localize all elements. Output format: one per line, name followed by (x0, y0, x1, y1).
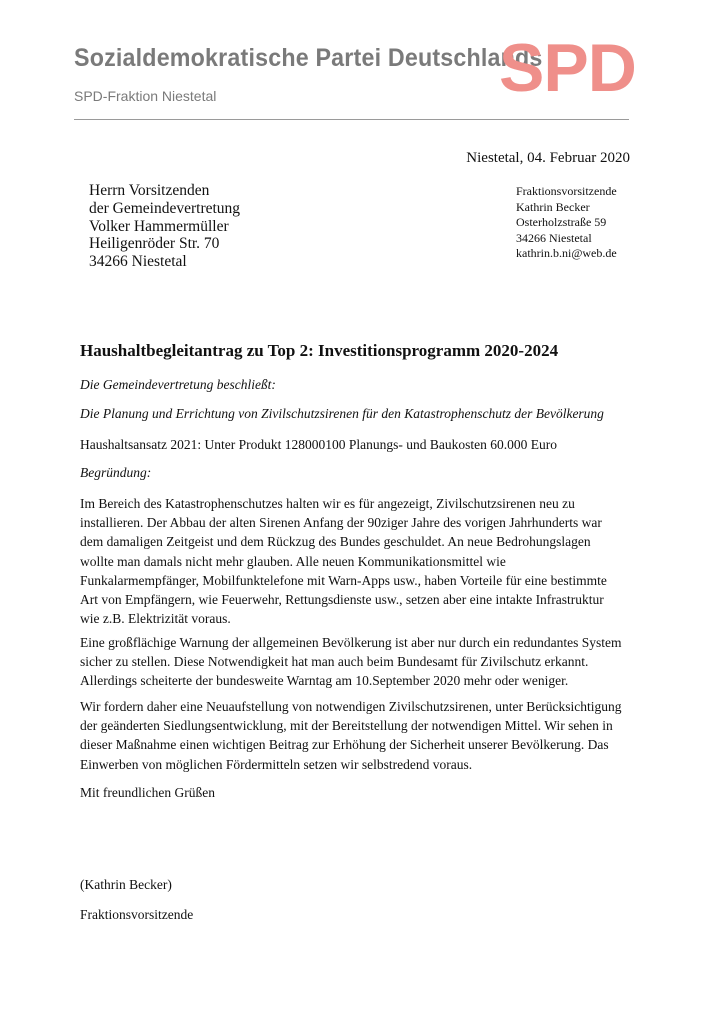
recipient-line: Herrn Vorsitzenden (89, 182, 210, 199)
letter-title: Haushaltbegleitantrag zu Top 2: Investitionsprogramm 2020-2024 (80, 341, 559, 360)
paragraph-line: wie z.B. Elektrizität voraus. (80, 611, 231, 627)
recipient-address (89, 182, 240, 271)
signature-title: Fraktionsvorsitzende (80, 907, 194, 922)
recipient-line: Heiligenröder Str. 70 (89, 235, 220, 253)
budget-line: Haushaltsansatz 2021: Unter Produkt 128000100 Planungs- und Baukosten 60.000 Euro (80, 437, 557, 452)
paragraph (80, 697, 640, 774)
recipient-line: der Gemeindevertretung (89, 199, 241, 217)
faction-name: SPD-Fraktion Niestetal (74, 88, 217, 104)
paragraph-line: Funkalarmempfänger, Mobilfunktelefone mit Warn-Apps usw., haben Vorteile für eine bestimmte (80, 572, 607, 588)
header-divider (74, 119, 629, 120)
paragraph-line: Einwerben von möglichen Fördermitteln setzen wir selbstredend voraus. (80, 756, 473, 772)
signature-name: (Kathrin Becker) (80, 877, 172, 892)
paragraph-line: installieren. Der Abbau der alten Sirenen Anfang der 90ziger Jahre des vorigen Jahrhunderts war (80, 515, 602, 531)
paragraph-line: Im Bereich des Katastrophenschutzes halten wir es für angezeigt, Zivilschutzsirenen neu zu (80, 496, 575, 511)
paragraph-line: dieser Maßnahme einen wichtigen Beitrag zur Erhöhung der Sicherheit unserer Bevölkerung. Das (80, 737, 609, 753)
paragraph (80, 633, 640, 691)
sender-email: kathrin.b.ni@web.de (516, 246, 617, 260)
letter-date: Niestetal, 04. Februar 2020 (466, 150, 630, 166)
paragraph-line: Eine großflächige Warnung der allgemeinen Bevölkerung ist aber nur durch ein redundantes System (80, 635, 622, 650)
paragraph-line: dem damaligen Zeitgeist und dem Rückzug des Bundes geschuldet. An neue Bedrohungslagen (80, 534, 591, 550)
paragraph-line: wollte man damals nicht mehr glauben. Alle neuen Kommunikationsmittel wie (80, 553, 506, 569)
resolution-text: Die Planung und Errichtung von Zivilschutzsirenen für den Katastrophenschutz der Bevölkerung (80, 406, 604, 421)
recipient-line: 34266 Niestetal (89, 253, 187, 271)
paragraph-line: Wir fordern daher eine Neuaufstellung von notwendigen Zivilschutzsirenen, unter Berücksichtigung (80, 699, 622, 714)
paragraph-line: sicher zu stellen. Diese Notwendigkeit hat man auch beim Bundesamt für Zivilschutz erkannt. (80, 654, 589, 670)
spd-logo: SPD (499, 30, 636, 106)
reason-heading: Begründung: (80, 465, 152, 480)
sender-line: Fraktionsvorsitzende (516, 184, 617, 198)
sender-line: Osterholzstraße 59 (516, 215, 607, 229)
paragraph-line: Art von Empfängern, wie Feuerwehr, Rettungsdienste usw., setzen aber eine intakte Infrastruktur (80, 592, 604, 608)
paragraph-line: der geänderten Siedlungsentwicklung, mit der Bereitstellung der notwendigen Mittel. Wir sehen in (80, 718, 613, 734)
closing: Mit freundlichen Grüßen (80, 785, 215, 800)
paragraph (80, 494, 640, 628)
resolution-intro: Die Gemeindevertretung beschließt: (80, 377, 276, 392)
sender-line: 34266 Niestetal (516, 230, 592, 245)
party-name: Sozialdemokratische Partei Deutschlands (74, 44, 543, 72)
recipient-line: Volker Hammermüller (89, 217, 229, 235)
sender-address (516, 184, 617, 262)
paragraph-line: Allerdings scheiterte der bundesweite Warntag am 10.September 2020 mehr oder weniger. (80, 673, 569, 689)
sender-line: Kathrin Becker (516, 199, 590, 214)
